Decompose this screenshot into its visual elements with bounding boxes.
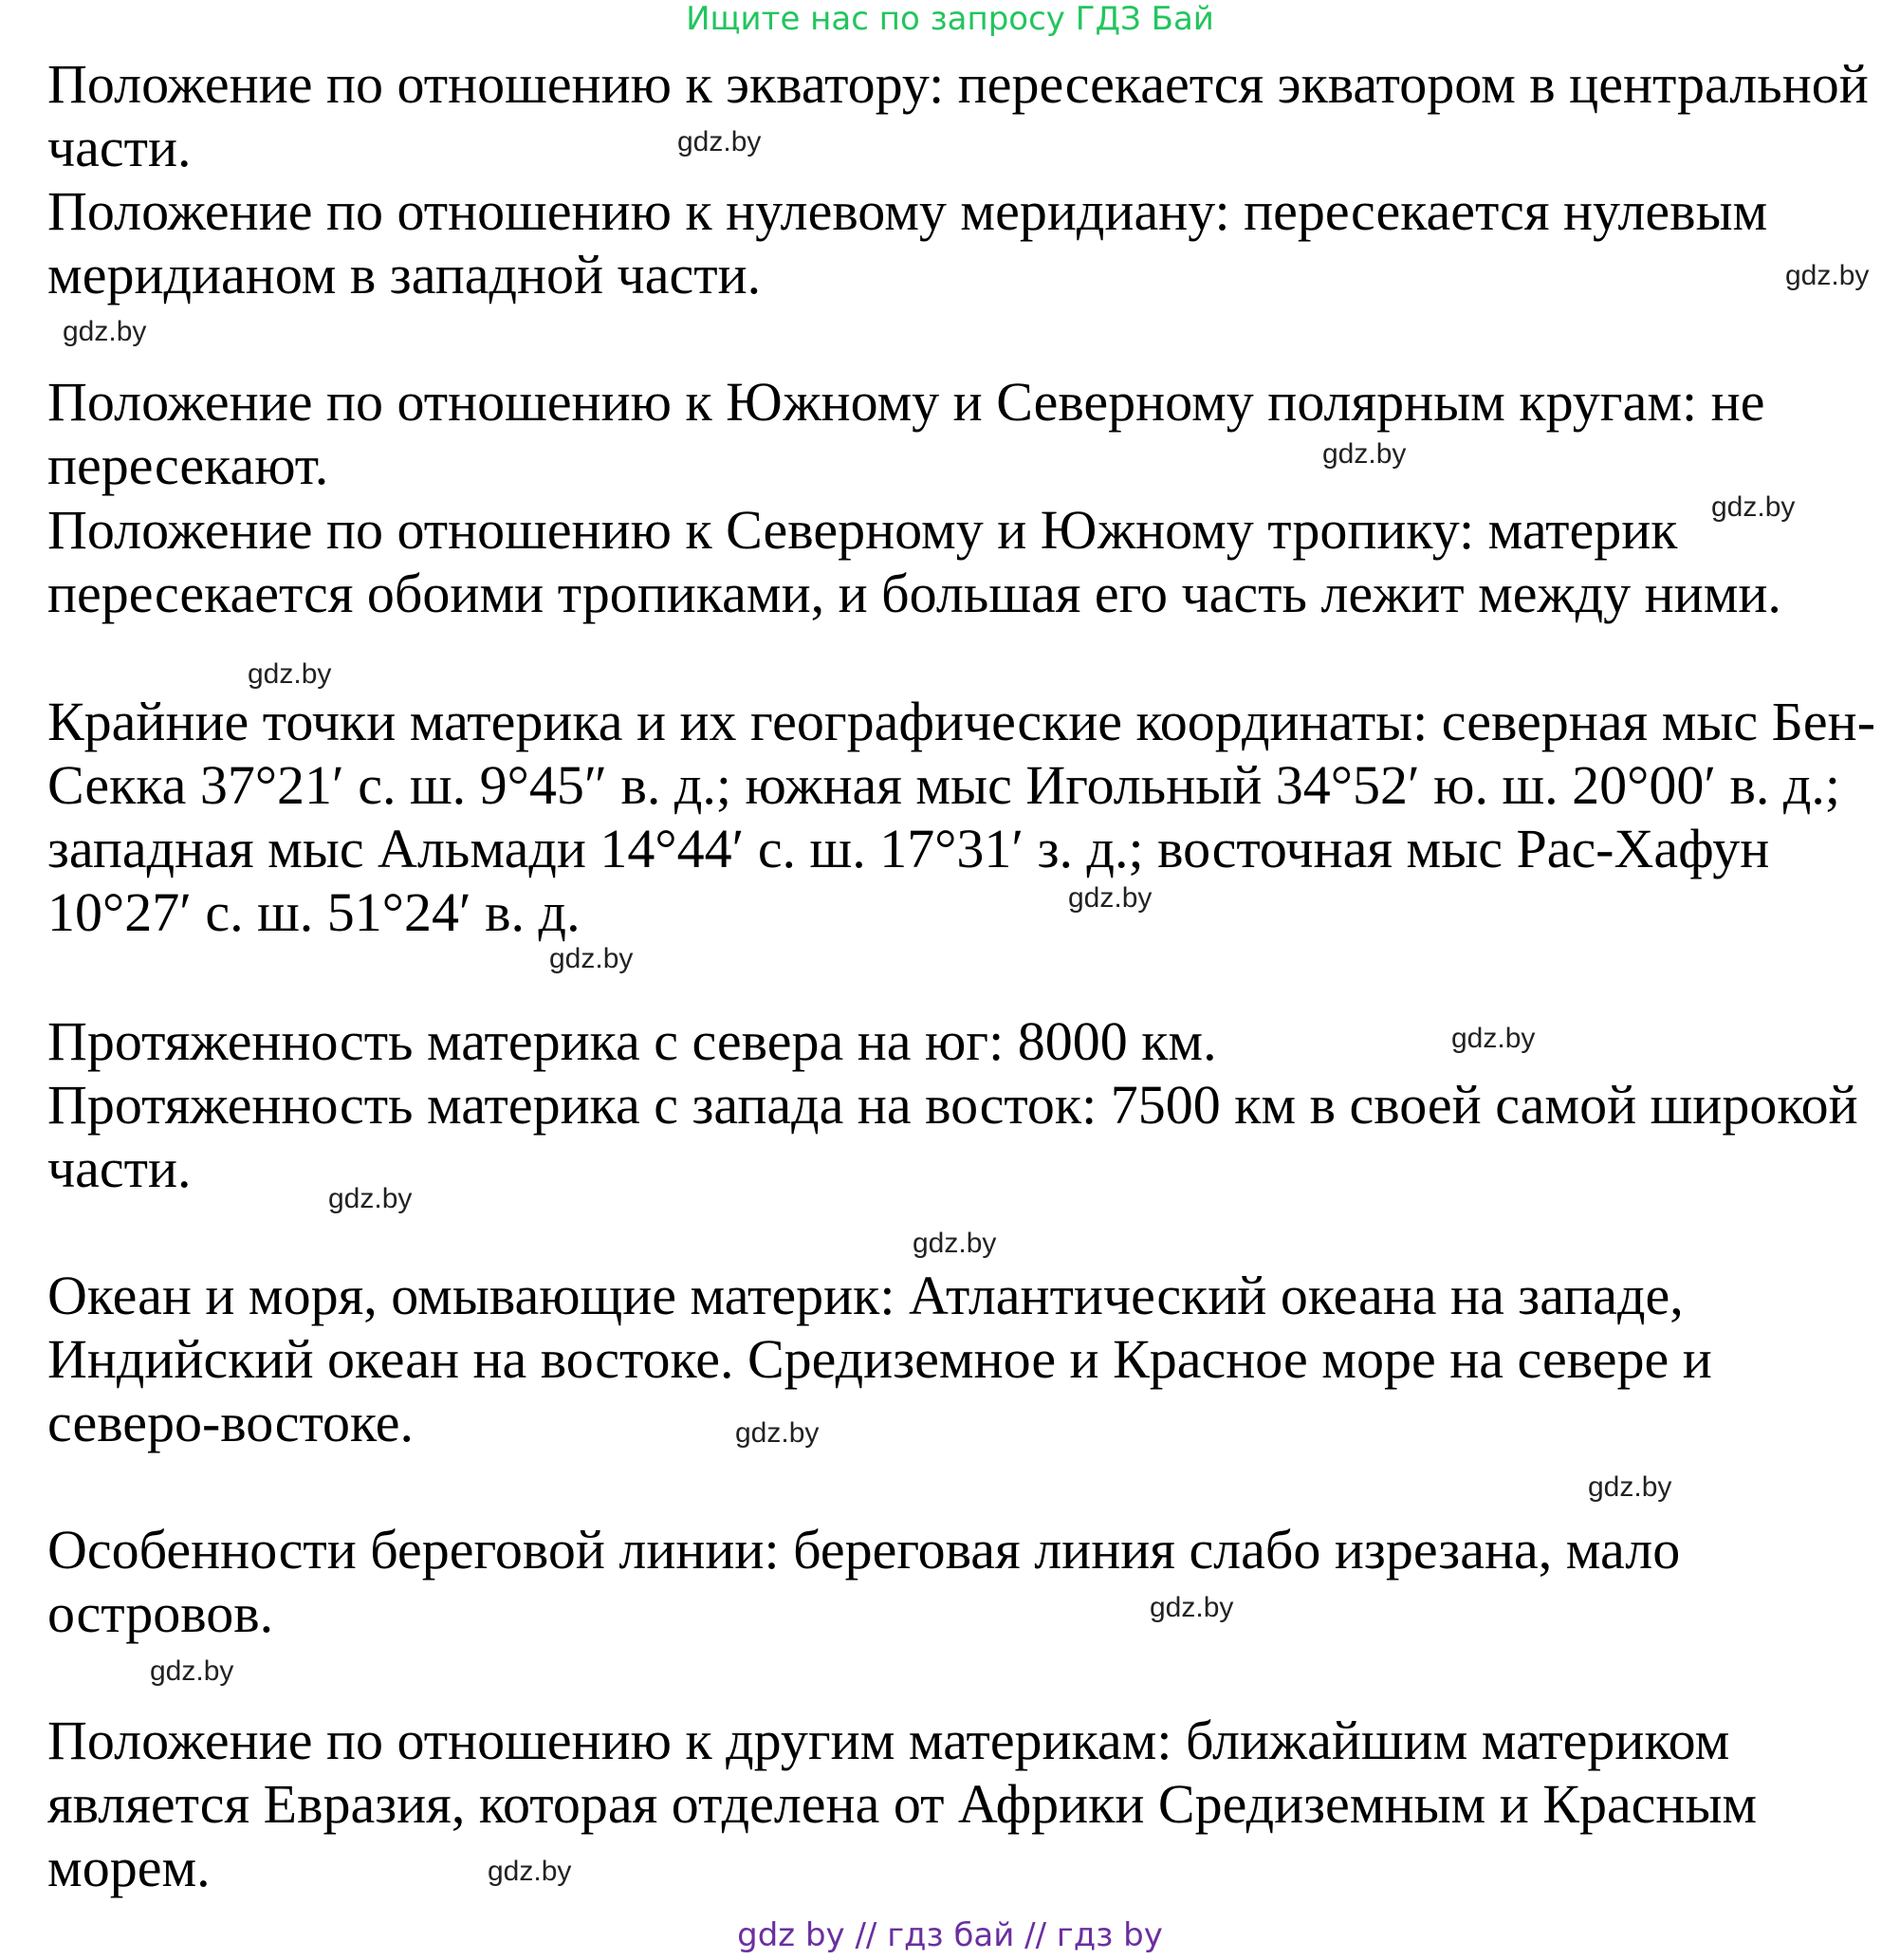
- text-line: Положение по отношению к экватору: пересекается экватором в центральной: [47, 53, 1869, 115]
- watermark: gdz.by: [1068, 882, 1153, 914]
- paragraph-extreme-points: [47, 690, 1875, 944]
- footer-links: gdz by // гдз бай // гдз by: [737, 1916, 1163, 1954]
- paragraph-tropics: [47, 498, 1781, 625]
- paragraph-polar-circles: [47, 370, 1764, 497]
- text-line: Положение по отношению к Северному и Южному тропику: материк: [47, 499, 1678, 561]
- paragraph-equator: [47, 52, 1869, 179]
- text-line: Секка 37°21′ с. ш. 9°45″ в. д.; южная мыс Игольный 34°52′ ю. ш. 20°00′ в. д.;: [47, 754, 1841, 816]
- watermark: gdz.by: [1150, 1592, 1234, 1623]
- watermark: gdz.by: [735, 1417, 820, 1449]
- watermark: gdz.by: [1785, 260, 1870, 291]
- text-line: северо-востоке.: [47, 1392, 415, 1453]
- paragraph-north-south-length: [47, 1009, 1217, 1073]
- text-line: Особенности береговой линии: береговая линия слабо изрезана, мало: [47, 1519, 1681, 1581]
- text-line: западная мыс Альмади 14°44′ с. ш. 17°31′ з. д.; восточная мыс Рас-Хафун: [47, 818, 1770, 879]
- text-line: Положение по отношению к другим материкам: ближайшим материком: [47, 1710, 1730, 1771]
- text-line: 10°27′ с. ш. 51°24′ в. д.: [47, 881, 581, 943]
- text-line: Положение по отношению к Южному и Северному полярным кругам: не: [47, 371, 1765, 433]
- text-line: Индийский океан на востоке. Средиземное и Красное море на севере и: [47, 1328, 1712, 1390]
- watermark: gdz.by: [150, 1655, 234, 1687]
- text-line: Протяженность материка с севера на юг: 8000 км.: [47, 1010, 1217, 1072]
- text-line: Протяженность материка с запада на восток: 7500 км в своей самой широкой: [47, 1074, 1858, 1136]
- paragraph-coastline: [47, 1518, 1680, 1645]
- paragraph-oceans-seas: [47, 1264, 1712, 1454]
- watermark: gdz.by: [677, 126, 762, 157]
- text-line: части.: [47, 117, 192, 178]
- text-line: Крайние точки материка и их географические координаты: северная мыс Бен-: [47, 691, 1876, 752]
- paragraph-other-continents: [47, 1709, 1757, 1899]
- text-line: части.: [47, 1137, 192, 1199]
- watermark: gdz.by: [1588, 1471, 1672, 1503]
- text-line: меридианом в западной части.: [47, 244, 762, 305]
- watermark: gdz.by: [488, 1856, 572, 1887]
- watermark: gdz.by: [1711, 491, 1796, 523]
- header-search-hint: Ищите нас по запросу ГДЗ Бай: [686, 0, 1214, 38]
- text-line: Положение по отношению к нулевому меридиану: пересекается нулевым: [47, 180, 1768, 242]
- watermark: gdz.by: [913, 1228, 997, 1259]
- text-line: морем.: [47, 1837, 211, 1898]
- watermark: gdz.by: [63, 316, 147, 347]
- text-line: островов.: [47, 1582, 274, 1644]
- paragraph-prime-meridian: [47, 179, 1767, 306]
- text-line: пересекается обоими тропиками, и большая его часть лежит между ними.: [47, 563, 1781, 624]
- watermark: gdz.by: [248, 658, 332, 690]
- text-line: Океан и моря, омывающие материк: Атлантический океана на западе,: [47, 1265, 1684, 1326]
- paragraph-west-east-length: [47, 1073, 1858, 1200]
- watermark: gdz.by: [328, 1183, 413, 1214]
- text-line: пересекают.: [47, 435, 329, 496]
- watermark: gdz.by: [549, 943, 634, 974]
- watermark: gdz.by: [1322, 438, 1407, 470]
- text-line: является Евразия, которая отделена от Африки Средиземным и Красным: [47, 1773, 1758, 1835]
- watermark: gdz.by: [1451, 1023, 1536, 1054]
